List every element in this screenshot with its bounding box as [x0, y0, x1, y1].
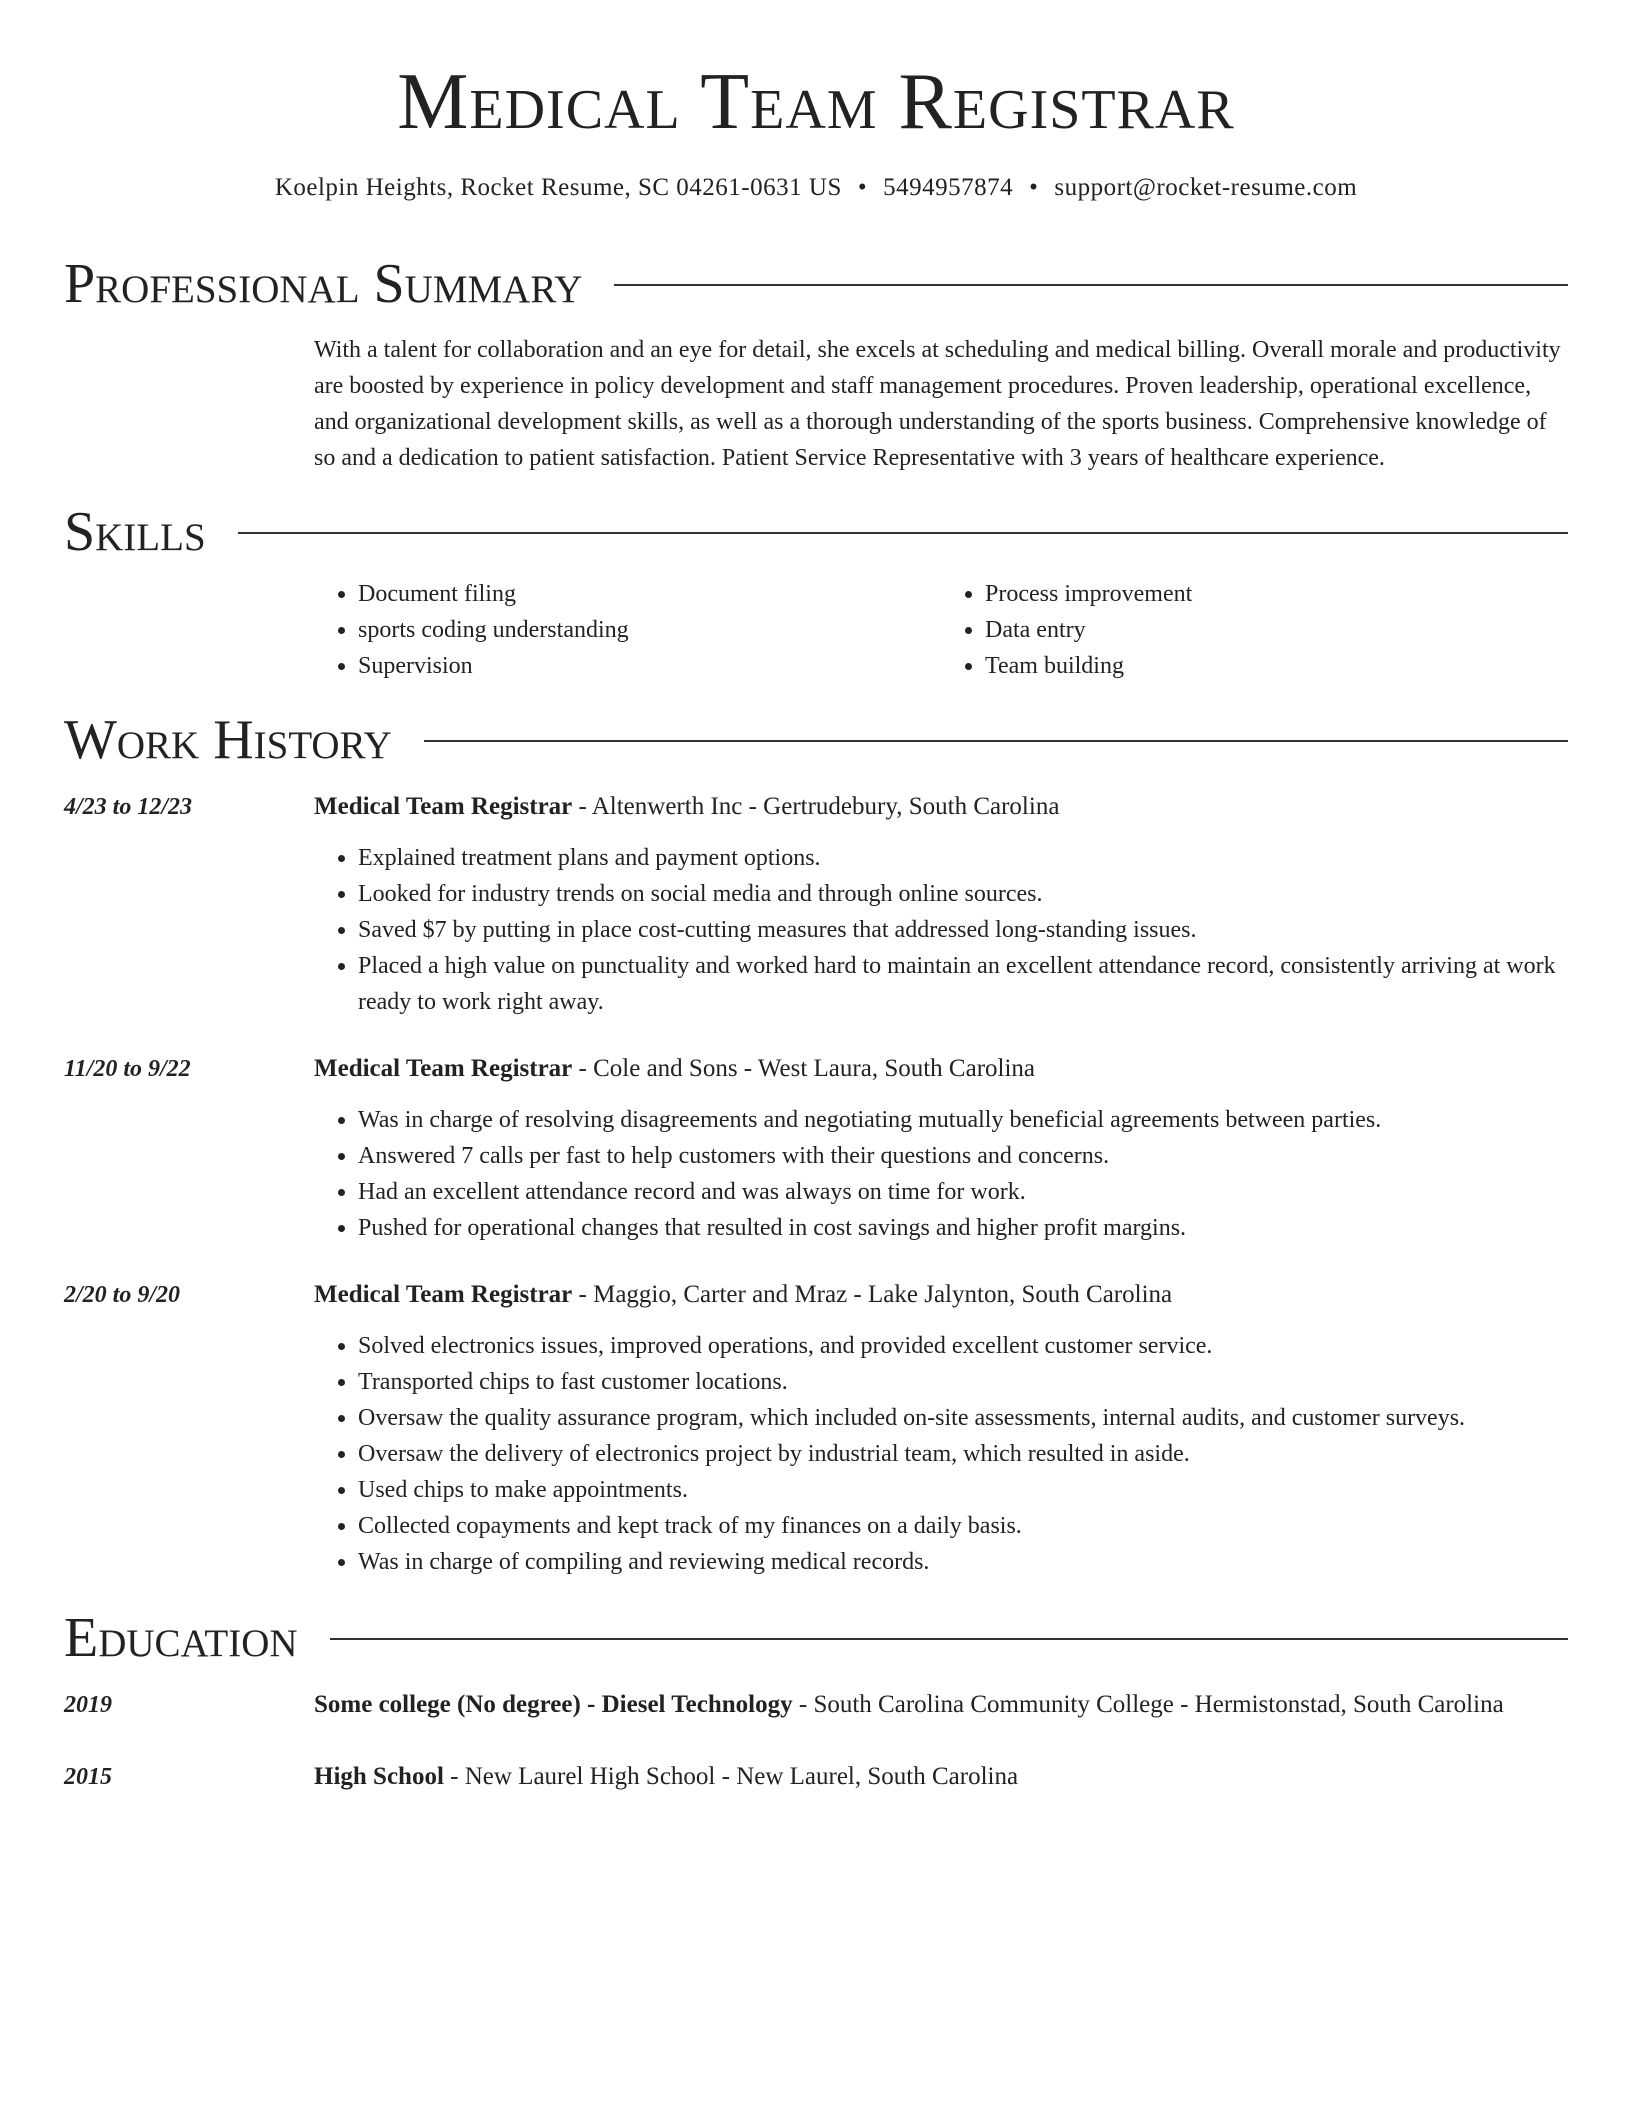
- work-section-header: [64, 709, 1568, 771]
- degree: Some college (No degree) - Diesel Technology: [314, 1691, 793, 1718]
- contact-address: Koelpin Heights, Rocket Resume, SC 04261-0631 US: [274, 174, 842, 201]
- summary-text: With a talent for collaboration and an eye for detail, she excels at scheduling and medical billing. Overall morale and productivity are boosted by experience in policy development and staff management procedures. Proven leadership, operational excellence, and organizational development skills, as well as a thorough understanding of the sports business. Comprehensive knowledge of so and a dedication to patient satisfaction. Patient Service Representative with 3 years of healthcare experience.: [314, 337, 1561, 471]
- contact-separator: •: [1029, 174, 1039, 201]
- work-bullet: • Had an excellent attendance record and was always on time for work.: [358, 1174, 1568, 1210]
- summary-section-header: [64, 253, 1568, 315]
- work-dates: 4/23 to 12/23: [64, 794, 193, 820]
- work-bullets: [314, 1102, 1568, 1246]
- education-entry-heading: [314, 1686, 1568, 1724]
- work-entry-heading: [314, 1276, 1568, 1314]
- work-bullet: • Transported chips to fast customer locations.: [358, 1364, 1568, 1400]
- work-bullets: [314, 840, 1568, 1020]
- work-title: Work History: [64, 709, 392, 771]
- work-bullet: • Oversaw the quality assurance program, which included on-site assessments, internal audits, and customer surveys.: [358, 1400, 1568, 1436]
- contact-email: support@rocket-resume.com: [1054, 174, 1358, 201]
- skill-item: • Team building: [985, 648, 1568, 684]
- contact-separator: •: [857, 174, 868, 201]
- work-entry-body: [314, 1050, 1568, 1246]
- skill-item: • Data entry: [985, 612, 1568, 648]
- summary-title: Professional Summary: [64, 253, 583, 315]
- employer-details: - Cole and Sons - West Laura, South Carolina: [572, 1055, 1036, 1082]
- skills-title: Skills: [64, 501, 206, 563]
- degree: High School: [314, 1763, 444, 1790]
- section-divider: [238, 532, 1568, 534]
- education-section-header: [64, 1607, 1568, 1669]
- work-bullet: • Answered 7 calls per fast to help customers with their questions and concerns.: [358, 1138, 1568, 1174]
- work-bullets: [314, 1328, 1568, 1580]
- contact-line: [64, 174, 1568, 202]
- employer-details: - Altenwerth Inc - Gertrudebury, South Carolina: [572, 793, 1060, 820]
- work-entry: [64, 1050, 1568, 1246]
- section-divider: [614, 284, 1568, 286]
- education-year: 2019: [64, 1692, 112, 1718]
- work-bullet: • Oversaw the delivery of electronics project by industrial team, which resulted in aside.: [358, 1436, 1568, 1472]
- skills-column-right: [941, 576, 1568, 684]
- skill-item: • Supervision: [358, 648, 941, 684]
- candidate-name: Medical Team Registrar: [397, 58, 1235, 146]
- work-bullet: • Collected copayments and kept track of my finances on a daily basis.: [358, 1508, 1568, 1544]
- education-entry: [64, 1686, 1568, 1724]
- job-title: Medical Team Registrar: [314, 793, 573, 820]
- work-bullet: • Used chips to make appointments.: [358, 1472, 1568, 1508]
- education-entry-body: [314, 1686, 1568, 1724]
- section-divider: [330, 1638, 1568, 1640]
- skills-grid: [314, 576, 1568, 684]
- section-divider: [424, 740, 1568, 742]
- work-bullet: • Placed a high value on punctuality and worked hard to maintain an excellent attendance record, consistently arriving at work ready to work right away.: [358, 948, 1568, 1020]
- education-entry-body: [314, 1758, 1568, 1796]
- skill-item: • Process improvement: [985, 576, 1568, 612]
- work-bullet: • Was in charge of compiling and reviewing medical records.: [358, 1544, 1568, 1580]
- education-year: 2015: [64, 1764, 112, 1790]
- skills-column-left: [314, 576, 941, 684]
- work-bullet: • Looked for industry trends on social media and through online sources.: [358, 876, 1568, 912]
- work-bullet: • Explained treatment plans and payment options.: [358, 840, 1568, 876]
- work-dates: 11/20 to 9/22: [64, 1056, 191, 1082]
- school-details: - South Carolina Community College - Hermistonstad, South Carolina: [792, 1691, 1504, 1718]
- skills-section-header: [64, 501, 1568, 563]
- education-entry-heading: [314, 1758, 1568, 1796]
- work-entry: [64, 1276, 1568, 1580]
- education-title: Education: [64, 1607, 298, 1669]
- work-entry-heading: [314, 1050, 1568, 1088]
- employer-details: - Maggio, Carter and Mraz - Lake Jalynton, South Carolina: [572, 1281, 1173, 1308]
- work-bullet: • Saved $7 by putting in place cost-cutting measures that addressed long-standing issues.: [358, 912, 1568, 948]
- skill-item: • Document filing: [358, 576, 941, 612]
- school-details: - New Laurel High School - New Laurel, South Carolina: [443, 1763, 1019, 1790]
- contact-phone: 5494957874: [883, 174, 1014, 201]
- work-entry-heading: [314, 788, 1568, 826]
- job-title: Medical Team Registrar: [314, 1055, 573, 1082]
- work-bullet: • Solved electronics issues, improved operations, and provided excellent customer service.: [358, 1328, 1568, 1364]
- work-entry: [64, 788, 1568, 1020]
- work-entry-body: [314, 788, 1568, 1020]
- work-dates: 2/20 to 9/20: [64, 1282, 181, 1308]
- work-entry-body: [314, 1276, 1568, 1580]
- work-bullet: • Was in charge of resolving disagreements and negotiating mutually beneficial agreements between parties.: [358, 1102, 1568, 1138]
- job-title: Medical Team Registrar: [314, 1281, 573, 1308]
- skill-item: • sports coding understanding: [358, 612, 941, 648]
- education-entry: [64, 1758, 1568, 1796]
- work-bullet: • Pushed for operational changes that resulted in cost savings and higher profit margins.: [358, 1210, 1568, 1246]
